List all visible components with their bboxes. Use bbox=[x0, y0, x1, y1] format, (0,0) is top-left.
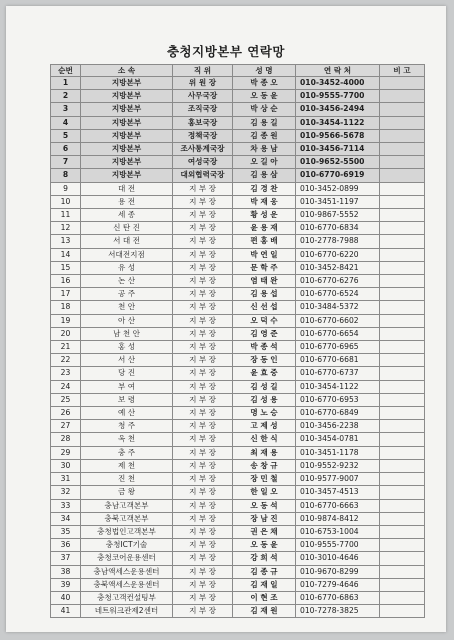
cell-phone: 010-3457-4513 bbox=[296, 486, 380, 499]
cell-office: 충북액세스운용센터 bbox=[81, 578, 173, 591]
cell-no: 7 bbox=[51, 156, 81, 169]
table-row bbox=[51, 261, 425, 274]
cell-phone: 010-9555-7700 bbox=[296, 90, 380, 103]
table-row bbox=[51, 459, 425, 472]
cell-office: 지방본부 bbox=[81, 143, 173, 156]
cell-phone: 010-9652-5500 bbox=[296, 156, 380, 169]
table-row bbox=[51, 605, 425, 618]
cell-name: 윤 효 중 bbox=[233, 367, 296, 380]
table-row bbox=[51, 327, 425, 340]
cell-position: 사무국장 bbox=[173, 90, 233, 103]
cell-office: 충청ICT기술 bbox=[81, 539, 173, 552]
cell-name: 오 동 석 bbox=[233, 499, 296, 512]
cell-name: 장 동 인 bbox=[233, 354, 296, 367]
cell-position: 지 부 장 bbox=[173, 499, 233, 512]
cell-no: 1 bbox=[51, 77, 81, 90]
header-name: 성 명 bbox=[233, 65, 296, 77]
cell-name: 오 동 윤 bbox=[233, 539, 296, 552]
cell-note bbox=[380, 77, 425, 90]
cell-no: 40 bbox=[51, 591, 81, 604]
cell-name: 김 경 찬 bbox=[233, 182, 296, 195]
cell-name: 박 재 웅 bbox=[233, 195, 296, 208]
cell-office: 지방본부 bbox=[81, 116, 173, 129]
cell-note bbox=[380, 433, 425, 446]
cell-note bbox=[380, 169, 425, 182]
cell-note bbox=[380, 314, 425, 327]
cell-phone: 010-6770-6663 bbox=[296, 499, 380, 512]
contact-table bbox=[50, 64, 425, 618]
table-row bbox=[51, 182, 425, 195]
table-row bbox=[51, 288, 425, 301]
cell-note bbox=[380, 578, 425, 591]
cell-name: 장 남 진 bbox=[233, 512, 296, 525]
cell-position: 지 부 장 bbox=[173, 433, 233, 446]
cell-name: 황 성 운 bbox=[233, 209, 296, 222]
cell-office: 남 천 안 bbox=[81, 327, 173, 340]
table-row bbox=[51, 393, 425, 406]
table-row bbox=[51, 169, 425, 182]
cell-office: 서대전지점 bbox=[81, 248, 173, 261]
table-row bbox=[51, 222, 425, 235]
cell-position: 지 부 장 bbox=[173, 195, 233, 208]
cell-note bbox=[380, 446, 425, 459]
cell-office: 지방본부 bbox=[81, 129, 173, 142]
cell-name: 김 종 원 bbox=[233, 129, 296, 142]
cell-no: 25 bbox=[51, 393, 81, 406]
cell-phone: 010-6770-6276 bbox=[296, 275, 380, 288]
cell-no: 36 bbox=[51, 539, 81, 552]
cell-position: 지 부 장 bbox=[173, 525, 233, 538]
cell-name: 최 재 용 bbox=[233, 446, 296, 459]
cell-note bbox=[380, 288, 425, 301]
cell-phone: 010-9874-8412 bbox=[296, 512, 380, 525]
table-row bbox=[51, 354, 425, 367]
cell-phone: 010-3454-0781 bbox=[296, 433, 380, 446]
cell-office: 충청법인고객본부 bbox=[81, 525, 173, 538]
cell-note bbox=[380, 341, 425, 354]
cell-phone: 010-3454-1122 bbox=[296, 116, 380, 129]
header-no: 순번 bbox=[51, 65, 81, 77]
cell-phone: 010-9670-8299 bbox=[296, 565, 380, 578]
cell-phone: 010-3452-8421 bbox=[296, 261, 380, 274]
table-row bbox=[51, 591, 425, 604]
cell-no: 24 bbox=[51, 380, 81, 393]
cell-office: 금 왕 bbox=[81, 486, 173, 499]
cell-position: 지 부 장 bbox=[173, 605, 233, 618]
cell-name: 고 제 성 bbox=[233, 420, 296, 433]
cell-no: 17 bbox=[51, 288, 81, 301]
cell-phone: 010-9566-5678 bbox=[296, 129, 380, 142]
cell-position: 지 부 장 bbox=[173, 486, 233, 499]
cell-note bbox=[380, 591, 425, 604]
cell-no: 2 bbox=[51, 90, 81, 103]
cell-name: 명 노 승 bbox=[233, 407, 296, 420]
cell-no: 28 bbox=[51, 433, 81, 446]
cell-no: 29 bbox=[51, 446, 81, 459]
cell-office: 용 전 bbox=[81, 195, 173, 208]
cell-no: 8 bbox=[51, 169, 81, 182]
cell-office: 청 주 bbox=[81, 420, 173, 433]
cell-note bbox=[380, 380, 425, 393]
cell-no: 37 bbox=[51, 552, 81, 565]
header-position: 직 위 bbox=[173, 65, 233, 77]
table-row bbox=[51, 367, 425, 380]
document-page bbox=[6, 6, 446, 632]
cell-position: 대외협력국장 bbox=[173, 169, 233, 182]
cell-note bbox=[380, 525, 425, 538]
cell-position: 지 부 장 bbox=[173, 314, 233, 327]
cell-phone: 010-6770-6834 bbox=[296, 222, 380, 235]
cell-name: 김 용 길 bbox=[233, 116, 296, 129]
cell-position: 조사통계국장 bbox=[173, 143, 233, 156]
cell-note bbox=[380, 275, 425, 288]
cell-note bbox=[380, 539, 425, 552]
cell-office: 지방본부 bbox=[81, 169, 173, 182]
table-row bbox=[51, 116, 425, 129]
cell-name: 김 용 삼 bbox=[233, 169, 296, 182]
cell-no: 12 bbox=[51, 222, 81, 235]
cell-position: 지 부 장 bbox=[173, 446, 233, 459]
cell-phone: 010-9867-5552 bbox=[296, 209, 380, 222]
cell-phone: 010-3456-2238 bbox=[296, 420, 380, 433]
cell-no: 22 bbox=[51, 354, 81, 367]
cell-office: 유 성 bbox=[81, 261, 173, 274]
cell-name: 오 덕 수 bbox=[233, 314, 296, 327]
cell-no: 14 bbox=[51, 248, 81, 261]
cell-phone: 010-7279-4646 bbox=[296, 578, 380, 591]
cell-note bbox=[380, 459, 425, 472]
cell-name: 김 재 원 bbox=[233, 605, 296, 618]
cell-note bbox=[380, 605, 425, 618]
cell-office: 예 산 bbox=[81, 407, 173, 420]
cell-note bbox=[380, 499, 425, 512]
cell-position: 지 부 장 bbox=[173, 301, 233, 314]
cell-note bbox=[380, 116, 425, 129]
cell-position: 지 부 장 bbox=[173, 512, 233, 525]
table-row bbox=[51, 525, 425, 538]
table-row bbox=[51, 90, 425, 103]
cell-office: 신 탄 진 bbox=[81, 222, 173, 235]
cell-position: 지 부 장 bbox=[173, 288, 233, 301]
table-row bbox=[51, 499, 425, 512]
table-row bbox=[51, 301, 425, 314]
table-row bbox=[51, 156, 425, 169]
page-title: 충청지방본부 연락망 bbox=[166, 44, 286, 59]
cell-phone: 010-6770-6953 bbox=[296, 393, 380, 406]
table-row bbox=[51, 248, 425, 261]
cell-no: 16 bbox=[51, 275, 81, 288]
table-row bbox=[51, 275, 425, 288]
cell-office: 충 주 bbox=[81, 446, 173, 459]
cell-office: 충청코어운용센터 bbox=[81, 552, 173, 565]
cell-phone: 010-9552-9232 bbox=[296, 459, 380, 472]
cell-name: 박 종 석 bbox=[233, 341, 296, 354]
header-phone: 연 락 처 bbox=[296, 65, 380, 77]
cell-position: 지 부 장 bbox=[173, 327, 233, 340]
table-row bbox=[51, 420, 425, 433]
cell-note bbox=[380, 248, 425, 261]
cell-phone: 010-6770-6654 bbox=[296, 327, 380, 340]
cell-office: 공 주 bbox=[81, 288, 173, 301]
cell-note bbox=[380, 90, 425, 103]
cell-note bbox=[380, 143, 425, 156]
cell-office: 지방본부 bbox=[81, 156, 173, 169]
cell-note bbox=[380, 103, 425, 116]
cell-no: 32 bbox=[51, 486, 81, 499]
cell-position: 지 부 장 bbox=[173, 539, 233, 552]
cell-office: 네트워크관제2센터 bbox=[81, 605, 173, 618]
cell-note bbox=[380, 129, 425, 142]
cell-no: 20 bbox=[51, 327, 81, 340]
cell-no: 21 bbox=[51, 341, 81, 354]
cell-office: 지방본부 bbox=[81, 103, 173, 116]
table-row bbox=[51, 407, 425, 420]
cell-no: 4 bbox=[51, 116, 81, 129]
cell-position: 조직국장 bbox=[173, 103, 233, 116]
cell-name: 권 은 채 bbox=[233, 525, 296, 538]
cell-position: 지 부 장 bbox=[173, 407, 233, 420]
cell-phone: 010-9577-9007 bbox=[296, 473, 380, 486]
cell-phone: 010-6770-6602 bbox=[296, 314, 380, 327]
cell-office: 옥 천 bbox=[81, 433, 173, 446]
cell-no: 13 bbox=[51, 235, 81, 248]
cell-position: 지 부 장 bbox=[173, 393, 233, 406]
cell-phone: 010-3484-5372 bbox=[296, 301, 380, 314]
header-office: 소 속 bbox=[81, 65, 173, 77]
cell-name: 김 영 준 bbox=[233, 327, 296, 340]
cell-phone: 010-6770-6919 bbox=[296, 169, 380, 182]
cell-name: 차 용 남 bbox=[233, 143, 296, 156]
cell-position: 지 부 장 bbox=[173, 182, 233, 195]
cell-office: 진 천 bbox=[81, 473, 173, 486]
cell-position: 홍보국장 bbox=[173, 116, 233, 129]
cell-note bbox=[380, 235, 425, 248]
table-row bbox=[51, 565, 425, 578]
cell-name: 염 태 완 bbox=[233, 275, 296, 288]
cell-note bbox=[380, 222, 425, 235]
cell-note bbox=[380, 420, 425, 433]
cell-office: 보 령 bbox=[81, 393, 173, 406]
cell-note bbox=[380, 473, 425, 486]
cell-office: 당 진 bbox=[81, 367, 173, 380]
cell-no: 35 bbox=[51, 525, 81, 538]
cell-no: 23 bbox=[51, 367, 81, 380]
cell-no: 11 bbox=[51, 209, 81, 222]
cell-office: 충북고객본부 bbox=[81, 512, 173, 525]
cell-phone: 010-3454-1122 bbox=[296, 380, 380, 393]
cell-office: 세 종 bbox=[81, 209, 173, 222]
cell-phone: 010-3451-1197 bbox=[296, 195, 380, 208]
cell-no: 6 bbox=[51, 143, 81, 156]
cell-note bbox=[380, 182, 425, 195]
cell-position: 정책국장 bbox=[173, 129, 233, 142]
cell-phone: 010-3452-0899 bbox=[296, 182, 380, 195]
cell-position: 지 부 장 bbox=[173, 261, 233, 274]
cell-phone: 010-6770-6737 bbox=[296, 367, 380, 380]
table-row bbox=[51, 129, 425, 142]
table-row bbox=[51, 235, 425, 248]
cell-no: 41 bbox=[51, 605, 81, 618]
cell-position: 지 부 장 bbox=[173, 275, 233, 288]
cell-position: 지 부 장 bbox=[173, 209, 233, 222]
cell-phone: 010-3010-4646 bbox=[296, 552, 380, 565]
cell-position: 지 부 장 bbox=[173, 578, 233, 591]
cell-note bbox=[380, 552, 425, 565]
cell-no: 30 bbox=[51, 459, 81, 472]
cell-position: 여성국장 bbox=[173, 156, 233, 169]
cell-note bbox=[380, 393, 425, 406]
cell-no: 34 bbox=[51, 512, 81, 525]
cell-office: 아 산 bbox=[81, 314, 173, 327]
cell-phone: 010-6770-6965 bbox=[296, 341, 380, 354]
cell-office: 대 전 bbox=[81, 182, 173, 195]
cell-position: 지 부 장 bbox=[173, 565, 233, 578]
cell-position: 지 부 장 bbox=[173, 235, 233, 248]
cell-name: 신 한 식 bbox=[233, 433, 296, 446]
cell-no: 10 bbox=[51, 195, 81, 208]
cell-name: 김 재 일 bbox=[233, 578, 296, 591]
cell-name: 김 종 규 bbox=[233, 565, 296, 578]
cell-office: 부 여 bbox=[81, 380, 173, 393]
cell-phone: 010-6770-6681 bbox=[296, 354, 380, 367]
cell-no: 26 bbox=[51, 407, 81, 420]
cell-note bbox=[380, 565, 425, 578]
cell-no: 39 bbox=[51, 578, 81, 591]
cell-name: 오 길 아 bbox=[233, 156, 296, 169]
cell-name: 강 희 석 bbox=[233, 552, 296, 565]
cell-position: 지 부 장 bbox=[173, 367, 233, 380]
cell-office: 홍 성 bbox=[81, 341, 173, 354]
table-row bbox=[51, 380, 425, 393]
cell-position: 지 부 장 bbox=[173, 420, 233, 433]
table-row bbox=[51, 486, 425, 499]
cell-phone: 010-2778-7988 bbox=[296, 235, 380, 248]
table-body bbox=[51, 77, 425, 618]
table-row bbox=[51, 314, 425, 327]
cell-phone: 010-7278-3825 bbox=[296, 605, 380, 618]
cell-phone: 010-3456-7114 bbox=[296, 143, 380, 156]
cell-name: 한 일 오 bbox=[233, 486, 296, 499]
cell-name: 이 현 조 bbox=[233, 591, 296, 604]
cell-position: 지 부 장 bbox=[173, 552, 233, 565]
cell-position: 위 원 장 bbox=[173, 77, 233, 90]
cell-name: 박 상 순 bbox=[233, 103, 296, 116]
cell-name: 박 종 오 bbox=[233, 77, 296, 90]
cell-name: 장 민 철 bbox=[233, 473, 296, 486]
table-row bbox=[51, 552, 425, 565]
cell-no: 33 bbox=[51, 499, 81, 512]
cell-no: 19 bbox=[51, 314, 81, 327]
cell-office: 충청고객컨설팅부 bbox=[81, 591, 173, 604]
cell-name: 송 창 규 bbox=[233, 459, 296, 472]
cell-phone: 010-3456-2494 bbox=[296, 103, 380, 116]
cell-no: 15 bbox=[51, 261, 81, 274]
cell-phone: 010-9555-7700 bbox=[296, 539, 380, 552]
cell-note bbox=[380, 512, 425, 525]
cell-phone: 010-6753-1004 bbox=[296, 525, 380, 538]
cell-no: 5 bbox=[51, 129, 81, 142]
cell-no: 31 bbox=[51, 473, 81, 486]
cell-name: 김 성 용 bbox=[233, 393, 296, 406]
cell-no: 27 bbox=[51, 420, 81, 433]
table-row bbox=[51, 77, 425, 90]
cell-note bbox=[380, 195, 425, 208]
table-row bbox=[51, 209, 425, 222]
cell-position: 지 부 장 bbox=[173, 473, 233, 486]
cell-phone: 010-6770-6524 bbox=[296, 288, 380, 301]
table-row bbox=[51, 512, 425, 525]
cell-name: 편 홍 배 bbox=[233, 235, 296, 248]
cell-office: 충남고객본부 bbox=[81, 499, 173, 512]
cell-note bbox=[380, 209, 425, 222]
table-row bbox=[51, 195, 425, 208]
cell-no: 38 bbox=[51, 565, 81, 578]
cell-position: 지 부 장 bbox=[173, 248, 233, 261]
cell-no: 3 bbox=[51, 103, 81, 116]
cell-note bbox=[380, 354, 425, 367]
cell-name: 오 동 윤 bbox=[233, 90, 296, 103]
cell-position: 지 부 장 bbox=[173, 341, 233, 354]
cell-office: 천 안 bbox=[81, 301, 173, 314]
cell-phone: 010-3451-1178 bbox=[296, 446, 380, 459]
table-row bbox=[51, 103, 425, 116]
cell-office: 논 산 bbox=[81, 275, 173, 288]
cell-office: 서 대 전 bbox=[81, 235, 173, 248]
cell-office: 충남액세스운용센터 bbox=[81, 565, 173, 578]
cell-phone: 010-6770-6220 bbox=[296, 248, 380, 261]
cell-note bbox=[380, 261, 425, 274]
cell-note bbox=[380, 367, 425, 380]
cell-name: 김 성 길 bbox=[233, 380, 296, 393]
cell-name: 박 연 일 bbox=[233, 248, 296, 261]
cell-name: 김 용 섭 bbox=[233, 288, 296, 301]
table-row bbox=[51, 143, 425, 156]
cell-position: 지 부 장 bbox=[173, 591, 233, 604]
cell-note bbox=[380, 301, 425, 314]
cell-phone: 010-6770-6849 bbox=[296, 407, 380, 420]
table-row bbox=[51, 433, 425, 446]
table-row bbox=[51, 341, 425, 354]
cell-office: 서 산 bbox=[81, 354, 173, 367]
table-row bbox=[51, 446, 425, 459]
cell-name: 신 선 섭 bbox=[233, 301, 296, 314]
cell-phone: 010-6770-6863 bbox=[296, 591, 380, 604]
table-row bbox=[51, 539, 425, 552]
cell-name: 문 학 주 bbox=[233, 261, 296, 274]
cell-name: 윤 용 재 bbox=[233, 222, 296, 235]
table-row bbox=[51, 578, 425, 591]
table-header-row bbox=[51, 65, 425, 77]
cell-position: 지 부 장 bbox=[173, 354, 233, 367]
cell-note bbox=[380, 486, 425, 499]
cell-note bbox=[380, 407, 425, 420]
cell-no: 9 bbox=[51, 182, 81, 195]
cell-note bbox=[380, 327, 425, 340]
header-note: 비 고 bbox=[380, 65, 425, 77]
cell-office: 제 천 bbox=[81, 459, 173, 472]
cell-phone: 010-3452-4000 bbox=[296, 77, 380, 90]
cell-position: 지 부 장 bbox=[173, 380, 233, 393]
cell-no: 18 bbox=[51, 301, 81, 314]
cell-position: 지 부 장 bbox=[173, 222, 233, 235]
cell-office: 지방본부 bbox=[81, 77, 173, 90]
cell-note bbox=[380, 156, 425, 169]
cell-office: 지방본부 bbox=[81, 90, 173, 103]
table-row bbox=[51, 473, 425, 486]
cell-position: 지 부 장 bbox=[173, 459, 233, 472]
